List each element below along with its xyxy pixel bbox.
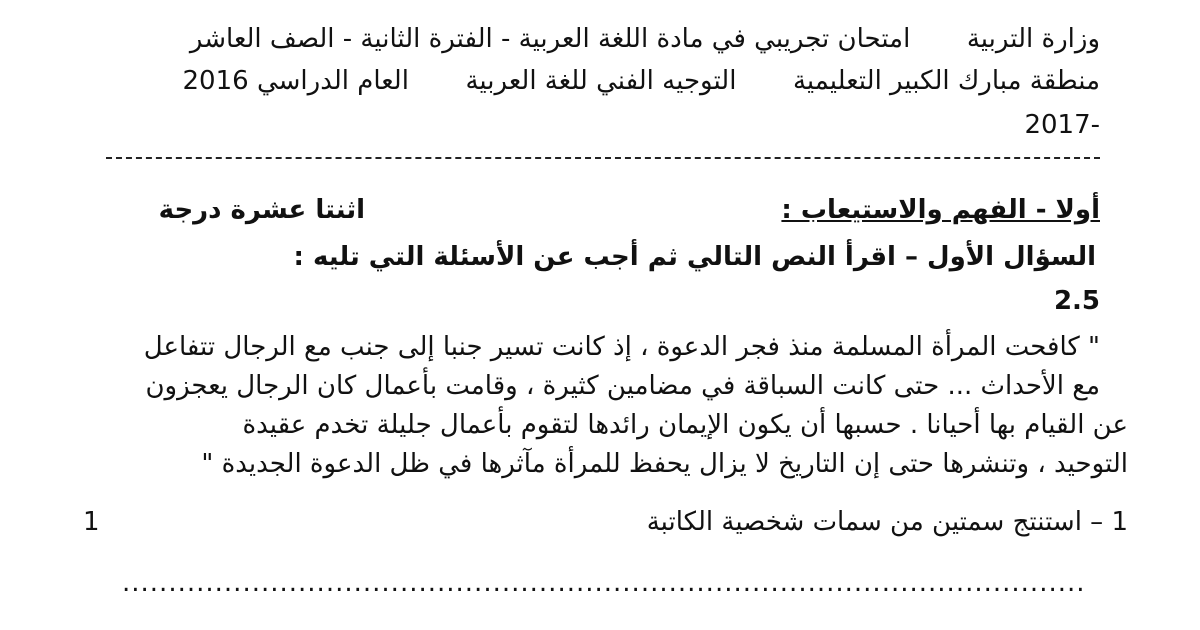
academic-year-label: العام الدراسي 2016 [182, 66, 409, 96]
answer-dotted-line[interactable]: ........................................................................................................ [122, 568, 1086, 598]
supervision-name: التوجيه الفني للغة العربية [465, 66, 737, 96]
academic-year-end: 2017- [1024, 110, 1100, 140]
question-1-score: 2.5 [1053, 286, 1100, 316]
section-title-row [781, 193, 1100, 227]
exam-title: امتحان تجريبي في مادة اللغة العربية - الفترة الثانية - الصف العاشر [189, 24, 911, 54]
passage-line-1: " كافحت المرأة المسلمة منذ فجر الدعوة ، إذ كانت تسير جنبا إلى جنب مع الرجال تتفاعل [143, 332, 1100, 362]
subquestion-1-score: 1 [83, 507, 100, 537]
question-1-title: السؤال الأول – اقرأ النص التالي ثم أجب عن الأسئلة التي تليه : [293, 242, 1096, 272]
passage-line-2: مع الأحداث ... حتى كانت السباقة في مضامين كثيرة ، وقامت بأعمال كان الرجال يعجزون [145, 371, 1100, 401]
header-line-1 [190, 22, 1100, 56]
ministry-name: وزارة التربية [966, 24, 1100, 54]
passage-line-4: التوحيد ، وتنشرها حتى إن التاريخ لا يزال يحفظ للمرأة مآثرها في ظل الدعوة الجديدة " [201, 449, 1128, 479]
district-name: منطقة مبارك الكبير التعليمية [792, 66, 1100, 96]
subquestion-1-text: 1 – استنتج سمتين من سمات شخصية الكاتبة [646, 507, 1128, 537]
passage-line-3: عن القيام بها أحيانا . حسبها أن يكون الإيمان رائدها لتقوم بأعمال جليلة تخدم عقيدة [242, 410, 1128, 440]
separator-dashed-line [106, 157, 1100, 159]
section-title: أولا - الفهم والاستيعاب : [781, 195, 1100, 225]
section-grade: اثنتا عشرة درجة [158, 195, 365, 225]
header-line-2 [183, 64, 1100, 98]
